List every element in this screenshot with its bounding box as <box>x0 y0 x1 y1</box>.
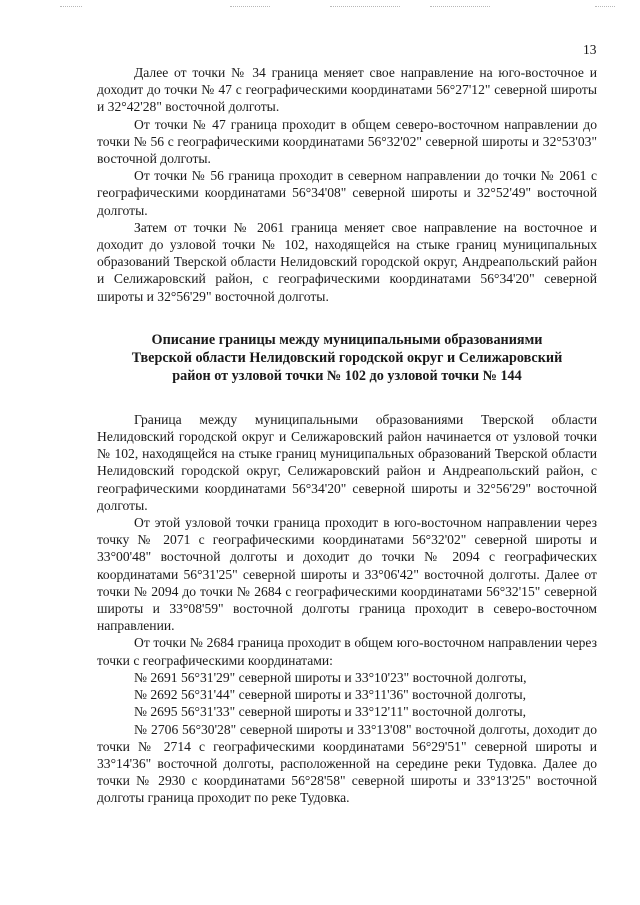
scan-artifact-line <box>60 6 82 7</box>
document-body <box>97 64 597 807</box>
paragraph: Затем от точки № 2061 граница меняет свое направление на восточное и доходит до узловой точки № 102, находящейся на стыке границ муниципальных образований Тверской области Нелидовский городской округ, Андреапольский район и Селижаровский район, с географическими координатами 56°34'20" северной широты и 32°56'29" восточной долготы. <box>97 219 597 304</box>
paragraph: Далее от точки № 34 граница меняет свое направление на юго-восточное и доходит до точки № 47 с географическими координатами 56°27'12" северной широты и 32°42'28" восточной долготы. <box>97 65 597 115</box>
section-heading-line: район от узловой точки № 102 до узловой точки № 144 <box>172 367 522 384</box>
paragraph: Граница между муниципальными образованиями Тверской области Нелидовский городской округ и Селижаровский район начинается от узловой точки № 102, находящейся на стыке границ муниципальных образований Тверской области Нелидовский городской округ, Селижаровский район и Андреапольский район, с географическими координатами 56°34'20" северной широты и 32°56'29" восточной долготы. <box>97 411 597 513</box>
section-heading-line: Описание границы между муниципальными образованиями <box>151 331 543 348</box>
paragraph: От этой узловой точки граница проходит в юго-восточном направлении через точку № 2071 с географическими координатами 56°32'02" северной широты и 33°00'48" восточной долготы и доходит до точки № 2094 с географических координатами 56°31'25" северной широты и 33°06'42" восточной долготы. Далее от точки № 2094 до точки № 2684 с географическими координатами 56°32'15" северной широты и 33°08'59" восточной долготы граница проходит в северо-восточном направлении. <box>97 515 597 634</box>
scan-artifact-line <box>330 6 400 7</box>
paragraph: От точки № 56 граница проходит в северном направлении до точки № 2061 с географическими координатами 56°34'08" северной широты и 32°52'49" восточной долготы. <box>97 168 597 218</box>
paragraph: № 2706 56°30'28" северной широты и 33°13'08" восточной долготы, доходит до точки № 2714 с географическими координатами 56°29'51" северной широты и 33°14'36" восточной долготы, расположенной на середине реки Тудовка. Далее до точки № 2930 с координатами 56°28'58" северной широты и 33°13'25" восточной долготы граница проходит по реке Тудовка. <box>97 721 597 806</box>
scan-artifact-line <box>230 6 270 7</box>
coordinate-point-item: № 2691 56°31'29" северной широты и 33°10'23" восточной долготы, <box>134 669 527 685</box>
paragraph: От точки № 2684 граница проходит в общем юго-восточном направлении через точки с географическими координатами: <box>97 635 597 668</box>
section-heading <box>97 331 597 385</box>
page-number: 13 <box>583 42 597 57</box>
coordinate-point-item: № 2692 56°31'44" северной широты и 33°11'36" восточной долготы, <box>134 687 527 703</box>
scan-artifact-line <box>430 6 490 7</box>
section-heading-line: Тверской области Нелидовский городской округ и Селижаровский <box>131 349 563 366</box>
coordinate-point-item: № 2695 56°31'33" северной широты и 33°12'11" восточной долготы, <box>134 704 527 720</box>
scan-artifact-line <box>595 6 615 7</box>
paragraph: От точки № 47 граница проходит в общем северо-восточном направлении до точки № 56 с географическими координатами 56°32'02" северной широты и 32°53'03" восточной долготы. <box>97 116 597 167</box>
